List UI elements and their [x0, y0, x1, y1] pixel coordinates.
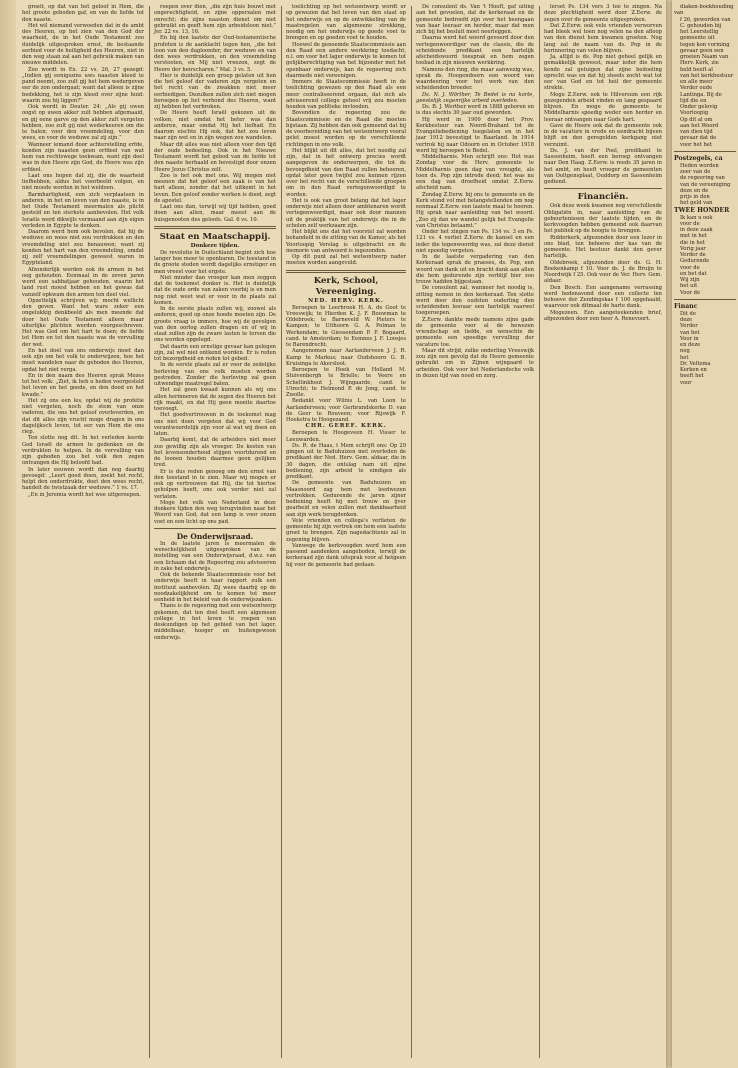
church-notice: Aangenomen naar Aarlanderveen J. J. R. Kamp te Markus; naar Oudshoorn G. B. Kruisinga te Akersloot.: [286, 348, 406, 367]
fragment-line: Heden worden: [680, 162, 719, 169]
fragment-line: gemeente uit: [680, 35, 715, 42]
fragment-line: gevaar geen een: [680, 47, 724, 54]
article-paragraph: Het blijkt uit dit alles, dat het noodig zal zijn, dat in het ontwerp precies wordt aangegeven de onderwerpen, die tot de bevoegdheid van den Raad zullen behooren, opdat later geen twijfel zou kunnen rijzen over het recht van de verschillende groepen om in den Raad vertegenwoordigd te worden.: [286, 147, 406, 198]
article-paragraph: Moge Z.Eerw. ook te Hilversum een rijk gezegenden arbeid vinden en lang gespaard blijven. En moge de gemeente te Middelharnis spoedig weder een herder en leeraar ontvangen naar Gods hart.: [544, 91, 662, 123]
fragment-line: van de vereeniging: [680, 181, 731, 188]
church-notice: Vanwege de kerkvoogden werd hem een passend aandenken aangeboden, terwijl de kerkeraad zijn dank uitsprak voor al hetgeen hij voor de gemeente had gedaan.: [286, 542, 406, 568]
fragment-line: Verder de: [680, 252, 706, 258]
denomination-heading-ned-herv: NED. HERV. KERK.: [308, 297, 384, 304]
finance-notice: Mogezeen. Een aangeteekenden brief, afgezonden door een heer A. Renevoort.: [544, 309, 662, 322]
church-notice: Vele vrienden en collega's verlieten de gemeente bij zijn vertrek om hem een laatste groet te brengen. Zijn nagedachtenis zal in zegening blijven.: [286, 517, 406, 543]
fragment-line: voor de: [680, 264, 700, 271]
fragment-line: Kerken en: [680, 367, 707, 373]
fragment-line: Wij zijn: [680, 277, 700, 283]
article-paragraph: Ja, altijd is ds. Pop niet geheel gelijk en gemakkelijk geweest, maar ieder die hem kende zal getuigen dat zijne bedoeling oprecht was en dat hij steeds zocht wat tot eer van God en tot heil der gemeente strekte.: [544, 54, 662, 92]
fragment-line: Lantinga. Bij de: [680, 91, 722, 98]
column-3: [282, 4, 410, 1060]
fragment-line: en deze: [680, 342, 701, 348]
fragment-line: in deze zaak: [680, 227, 713, 233]
denomination-heading-chr-geref: CHR. GEREF. KERK.: [305, 423, 387, 430]
article-paragraph: Het zij ons een les, opdat wij de profetie niet vergeten, noch de stem van onze vaderen, die ons het geloof overleverden, en dat dit alles zijn vrucht moge dragen in ons dagelijksch leven, tot eer van Hem die ons riep.: [22, 397, 144, 435]
fragment-line: Verder oude: [680, 85, 713, 92]
fragment-line: het Leerstellig: [680, 29, 719, 35]
article-paragraph: De consulent zal, wanneer het noodig is, zitting nemen in den kerkeraad. Ten slotte werd door den oudsten ouderling den scheidenden leeraar een hartelijk vaarwel toegeroepen.: [416, 285, 534, 317]
article-paragraph: De revolutie in Duitschland begint zich hoe langer hoe meer te openbaren. De toestand in de groote steden wordt dagelijks ernstiger en men vreest voor het ergste.: [154, 249, 276, 275]
article-paragraph: Moge het volk van Nederland in deze donkere tijden den weg terugvinden naar het Woord van God, dat een lamp is voor onzen voet en een licht op ons pad.: [154, 499, 276, 525]
column-2: [150, 4, 280, 1060]
article-paragraph: Het is ook van groot belang dat het lager onderwijs niet alleen door ambtenaren wordt vertegenwoordigd, maar ook door mannen uit de praktijk van het onderwijs die in de scholen zelf werkzaam zijn.: [286, 197, 406, 229]
fragment-line: Voor de: [680, 289, 701, 296]
fragment-line: van het kerkbestuur: [680, 72, 734, 79]
article-paragraph: Opzettelijk schrijven wij: mocht wellicht den geven. Want het ware zeker een ongelukkig denkbeeld als men meende dat door het Oude Testament alleen maar uiterlijke plichten werden voorgeschreven. Het was God om het hart te doen; de liefde tot Hem en tot den naaste was de vervulling der wet.: [22, 297, 144, 348]
fragment-line: de regeering van: [680, 175, 725, 182]
fragment-line: en alle meer: [680, 79, 713, 85]
article-paragraph: Maar dit alles was niet alleen voor den tijd der oude bedeeling. Ook in het Nieuwe Testament wordt het gebod van de liefde tot den naaste herhaald en bevestigd door onzen Heere Jezus Christus zelf.: [154, 141, 276, 173]
article-paragraph: Er is dus reden genoeg om den ernst van den toestand in te zien. Maar wij mogen er ook op vertrouwen dat Hij, die tot hiertoe geholpen heeft, ons ook verder niet zal verlaten.: [154, 468, 276, 500]
fragment-line: Herv. Kerk, zie: [680, 60, 719, 67]
article-paragraph: Hij werd in 1909 door het Prov. Kerkbestuur van Noord-Brabant tot de Evangeliebediening toegelaten en in het jaar 1912 bevestigd te Baarland. In 1914 vertrok hij naar Odoorn en in October 1918 werd hij beroepen te Bedel.: [416, 116, 534, 154]
article-paragraph: Thans is de regeering met een wetsontwerp gekomen, dat ten doel heeft een algemeen college in het leven te roepen van deskundigen op het gebied van het lager, middelbaar, hooger en buitengewoon onderwijs.: [154, 603, 276, 641]
fragment-line: C. gehouden bij: [680, 22, 722, 29]
fragment-line: Voor in: [680, 335, 699, 342]
article-paragraph: Daarbij komt, dat de arbeiders niet meer zoo gewillig zijn als vroeger. De kosten van het levensonderhoud stijgen voortdurend en de loonen houden daarmee geen gelijken tred.: [154, 437, 276, 469]
article-paragraph: En bij den laatste der Oud-testamentische profeten is de aanklacht tegen hen, „die het loon van den dagloonder, der weduwe en van den wees verdrukken, en den vreemdeling verstooten, en Mij niet vreezen, zegt de Heere der heirscharen.” Mal. 3 vs. 5.: [154, 35, 276, 73]
fragment-line: groeien Naam van: [680, 54, 729, 60]
article-paragraph: Middelharnis. Men schrijft ons: Het was Zondag voor de Herv. gemeente te Middelharnis geen dag van vreugde, als toen ds. Pop zijn intrede deed; het was nu een dag van droefheid omdat Z.Eerw. afscheid nam.: [416, 154, 534, 192]
article-paragraph: roepen over dien, „die zijn huis bouwt met ongerechtigheid, en zijne opperzalen met onrecht; die zijns naasten dienst om niet gebruikt en geeft hem zijn arbeidsloon niet.” Jer. 22 vs. 13, 16.: [154, 4, 276, 35]
article-paragraph: Bovendien de regeering zou de Staatscommissie en de Raad die moeten bijstaan. Zij hebben dan ook gemeend dat bij de voorbereiding van het wetsontwerp vooral gelet moest worden op de verschillende richtingen in ons volk.: [286, 110, 406, 148]
section-rule: [674, 299, 736, 300]
fragment-line: Dr. Veltema: [680, 360, 711, 367]
fragment-line: aan het Woord: [680, 122, 719, 129]
finance-notice: Ook deze week kwamen nog verschillende Obligatiën in, naar aanleiding van de gebeurtenissen der laatste tijden, en de kerkvoogden hebben gemeend ook daarvan het publiek op de hoogte te brengen.: [544, 203, 662, 235]
article-paragraph: Hoewel de genoemde Staatscommissie aan den Raad een andere werkkring toedacht, n.l. om voor het lager onderwijs te komen tot gelijkberechtiging van het bijzonder met het openbaar onderwijs, kan de regeering zich daarmede niet vereenigen.: [286, 41, 406, 79]
fragment-line: die in het: [680, 239, 705, 246]
article-paragraph: In de laatste jaren is meermalen de wenschelijkheid uitgesproken van de instelling van een Onderwijsraad, d.w.z. van een lichaam dat de Regeering zou adviseeren in zake het onderwijs.: [154, 540, 276, 572]
article-paragraph: In later eeuwen wordt dan nog daarbij gevoegd: „Leert goed doen, zoekt het recht, helpt den onderdrukte, doet den wees recht, handelt de twistzaak der weduwe.” 1 vs. 17.: [22, 466, 144, 492]
article-paragraph: Zondag Z.Eerw. bij ons te gemeente en de Kerk stond vol met belangstellenden om nog eenmaal Z.Eerw. een laatste maal te hooren. Hij sprak naar aanleiding van het woord: „Zoo zij dan uw wandel gelijk het Evangelie van Christus betaamt.”: [416, 191, 534, 229]
column-4: [412, 4, 538, 1060]
article-heading-onderwijsraad: De Onderwijsraad.: [176, 531, 254, 541]
column-1: [18, 4, 148, 1060]
article-paragraph: Ds. B. J. Werther werd in 1888 geboren en is dus slechts 30 jaar oud geworden.: [416, 104, 534, 117]
church-notice: De gemeente van Baduhuizen en Maasnoord zag hem met leedwezen vertrekken. Gedurende de jaren zijner bediening heeft hij met trouw en ijver gearbeid en velen zullen met dankbaarheid aan zijn werk terugdenken.: [286, 480, 406, 518]
adjacent-page-fragment: [672, 0, 738, 1068]
finance-notice: Ridderkerk, afgezonden door een lezer in ons blad, ten behoeve der kas van de gemeente. Het bestuur dankt den gever hartelijk.: [544, 234, 662, 260]
fragment-line: f 26, geworden van: [680, 16, 731, 23]
section-rule: [674, 151, 736, 152]
article-paragraph: Daarom werd hem ook bevolen, dat hij de weduwe en wees niet zou verdrukken en den vreemdeling niet zou benauwen; want zij kenden het hart van den vreemdeling, omdat zij zelf vreemdelingen geweest waren in Egypteland.: [22, 229, 144, 267]
fragment-line: zeer van de: [680, 169, 711, 175]
article-paragraph: De Heere heeft Israël gekozen uit de volken, niet omdat het beter was dan anderen, maar omdat Hij het liefhad. En daarom eischte Hij ook, dat het zou leven naar zijn wet en in zijn wegen zou wandelen.: [154, 110, 276, 142]
article-paragraph: Zoo wordt in Ex. 22 vs. 26, 27 gezegd: „Indien gij eenigszins uws naasten kleed te pand neemt, zoo zult gij het hem wedergeven eer de zon ondergaat; want dat alleen is zijne bedekking, het is zijn kleed over zijne huid: waarin zou hij liggen?”: [22, 66, 144, 104]
fragment-line: van het: [680, 329, 700, 336]
finance-notice: Den Bosch. Een aangename verrassing werd hedenavond door een collecte ten behoeve der Zendingskas f 100 opgehaald, waarvoor ook ditmaal de harte dank.: [544, 284, 662, 310]
article-paragraph: Barmhartigheid, een zich verplaatsen in anderen, in het en leven van den naaste, is in het Oude Testament meermalen als plicht gesteld en ten sterkste aanbevolen. Het volk Israëls werd dikwijls vermaand aan zijn eigen verleden in Egypte te denken.: [22, 191, 144, 229]
fragment-line: held heeft al: [680, 66, 713, 73]
fragment-heading-twee-honderd: TWEE HONDER: [674, 206, 730, 214]
article-paragraph: Gave de Heere ook dat de gemeente ook in de vacature in vrede en eendracht bijeen blijft en den geregelden kerkgang niet verzuimt.: [544, 122, 662, 148]
article-paragraph: En het doel van ons onderwijs moet dan ook zijn om het volk te onderwijzen, hoe het moet wandelen naar de geboden des Heeren, opdat het niet verga.: [22, 347, 144, 373]
fragment-line: deze: [680, 317, 693, 323]
article-paragraph: Ds. J. van der Poel, predikant te Sassenheim, heeft een beroep ontvangen naar Den Haag. Z.Eerw. is reeds 35 jaren in het ambt, en heeft vroeger de gemeenten van Ooltgensplaat, Ouddorp en Sassenheim gediend.: [544, 147, 662, 185]
article-paragraph: Ten slotte nog dit. In het verleden leerde God Israël de armen te gedenken en de verdrukten te helpen. In de vervulling van zijn geboden zou het volk den zegen ontvangen die Hij beloofd had.: [22, 435, 144, 467]
church-notice: Beroepen te Leerbroek H. A. de Goot te Vreeswijk; te Hierden K. J. F. Bouwman te Oldebroek; te Barneveld W. Pieters te Kampen; te Uithoorn G. A. Polman te Werkendam; te Giessendam P. F. Bogaard, cand. te Amsterdam; te Eemnes J. F. Loosjes te Barendrecht.: [286, 304, 406, 348]
article-paragraph: Immers de Staatscommissie heeft in de toelichting gewezen op den Raad als een meer centraliseerend orgaan, dat zich als adviseerend college geheel vrij zou moeten houden van politieke invloeden.: [286, 79, 406, 110]
fragment-line: Dit de: [680, 310, 696, 317]
article-paragraph: Laat ons dan, terwijl wij tijd hebben, goed doen aan allen, maar meest aan de huisgenooten des geloofs. Gal. 6 vs. 10.: [154, 204, 276, 223]
newspaper-page: [16, 0, 666, 1068]
fragment-line: tegen kon vorming: [680, 41, 730, 48]
article-paragraph: In de eerste plaats zal er voor de zedelijke herleving van ons volk moeten worden gestreden. Zonder die herleving zal geen uitwendige maatregel baten.: [154, 362, 276, 387]
fragment-line: diaken-boekhouding van: [674, 4, 734, 17]
section-rule: [154, 226, 276, 229]
fragment-line: van dien tijd: [680, 129, 713, 135]
article-paragraph: Laat ons hopen dat zij, die de waarheid liefhebben, aldus het voorbeeld volgen, en niet moede worden in het weldoen.: [22, 172, 144, 192]
article-paragraph: Zoo is het ook met ons. Wij mogen niet meenen dat het geloof een zaak is van het hart alleen, zonder dat het uitkomt in het leven. Een geloof zonder werken is dood, zegt de apostel.: [154, 172, 276, 204]
fragment-heading-postzegels: Postzegels, ca: [674, 154, 723, 162]
fragment-line: Vorig jaar: [680, 245, 706, 252]
fragment-line: het geld van: [680, 200, 713, 207]
fragment-line: Gedurende: [680, 258, 710, 265]
article-paragraph: Wanneer iemand door achterstelling erfde, kenden zijn naasten geen erfdeel van wat hem van rechtswege toekwam, want zijn deel was in den Heere zijn God, de Heere was zijn erfdeel.: [22, 141, 144, 173]
section-rule: [286, 270, 406, 273]
page-gutter: [0, 0, 16, 1068]
fragment-line: voor de: [680, 220, 700, 227]
article-paragraph: Ook wordt in Deuter. 24: „Als gij uwen oogst op uwen akker zult hebben afgemaaid, en gij eene garve op den akker zult vergeten hebben, zoo zult gij niet wederkeeren om die te halen; voor den vreemdeling, voor den wees, en voor de weduwe zal zij zijn.”: [22, 104, 144, 142]
fragment-line: Voorloopig: [680, 110, 709, 117]
article-paragraph: In de laatste vergadering van den Kerkeraad sprak de praeses, ds. Pop, een woord van dank uit en bracht dank aan allen die hem gedurende zijn verblijf hier zoo trouw hadden bijgestaan.: [416, 254, 534, 285]
article-paragraph: „En in Jeremia wordt het wee uitgeroepen.: [28, 491, 142, 498]
article-paragraph: Het goedvertrouwen in de toekomst mag ons niet doen vergeten dat wij voor God verantwoordelijk zijn voor al wat wij doen en laten.: [154, 412, 276, 437]
church-notice: Beroepen te Hoek van Holland M. Stuivenbergh te Brielle; te Veere en Schellinkhout J. Wijngaarde, cand. te Utrecht; te Helmond P. de Jong, cand. te Zwolle.: [286, 367, 406, 398]
article-paragraph: toelichting op het wetsontwerp wordt er op gewezen dat het leven van den staat op het onderwijs en op de ontwikkeling van de maatregelen van algemeene strekking, noodig om het onderwijs op goede voet te brengen en op goeden voet te houden.: [286, 4, 406, 42]
church-notice: Bedankt voor Wilnis L. van Loon te Aarlanderveen; voor Gerbrandskerke D. van de Geer te Rouveen; voor Rijswijk F. Hoekstra te Hoogezand.: [286, 398, 406, 423]
fragment-line: Ik kan u ook: [680, 214, 713, 221]
section-heading-financien: Financiën.: [577, 192, 629, 203]
article-paragraph: De consulent ds. Van 't Hooft, gaf uiting aan het gevoelen, dat de kerkeraad en de gemeente bedroefd zijn over het heengaan van haar leeraar en herder, maar dat men zich bij het besluit moet neerleggen.: [416, 4, 534, 35]
article-paragraph: In de eerste plaats zullen wij, zoowel als anderen, goed op onze hoede moeten zijn. De groote vraag is immers, hoe wij de gevolgen van den oorlog zullen dragen en of wij in staat zullen zijn de zware lasten te torsen die ons worden opgelegd.: [154, 306, 276, 344]
article-paragraph: lerset Ps. 134 vers 3 toe te zingen. Na deze plechtigheid werd door Z.Eerw. de zegen over de gemeente uitgesproken.: [544, 4, 662, 23]
column-5: [540, 4, 666, 1060]
article-rule: [154, 528, 276, 529]
fragment-line: deze en de: [680, 187, 709, 194]
article-paragraph: Niet minder dan vroeger kan men zeggen dat de toekomst donker is. Het is duidelijk dat de oude orde van zaken voorbij is en men nog niet weet wat er voor in de plaats zal komen.: [154, 274, 276, 306]
fragment-line: voor: [680, 379, 692, 386]
article-paragraph: groeit, op dat van het geloof in Hem, die het groote geboden gaf, en van de liefde tot den naaste.: [22, 4, 144, 23]
fragment-line: het: [680, 354, 689, 361]
church-notice: Ds. R. de Haas, t Mem schrijft ons: Op 29 gingen uit te Baduhuizen met overleden de predikant der Ned. Herv. Gem. aldaar, die in 30 dagen, die ontslag nam uit zijne bediening, zijn arbeid te eindigen als predikant.: [286, 442, 406, 480]
article-paragraph: Hier is duidelijk een groep gelaten uit hen die het geloof der vaderen zijn vergeten en het recht van de zwakken niet meer eerbiedigen. Dezulken zullen zich niet mogen beroepen op het verbond des Heeren, want zij hebben het verbroken.: [154, 72, 276, 110]
article-paragraph: Z.Eerw. dankte mede namens zijne gade de gemeente voor al de bewezen vriendschap en liefde, en wenschte de gemeente een spoedige vervulling der vacature toe.: [416, 316, 534, 348]
article-paragraph: Namens den ring, die maar aanwezig was, sprak ds. Hoogendoorn een woord van waardeering voor het werk van den scheidenden broeder.: [416, 66, 534, 92]
article-paragraph: Dat Z.Eerw. ook vele vrienden verworven had bleek wel toen nog velen na den afloop van den dienst hem kwamen groeten. Nog lang zal de naam van ds. Pop in de herinnering van velen blijven.: [544, 22, 662, 54]
section-rule: [544, 188, 662, 189]
fragment-line: Verder: [680, 323, 698, 330]
article-paragraph: Het zal geen kwaad kunnen als wij ons allen herinneren dat de zegen des Heeren het rijk maakt, en dat Hij geen moeite daartoe toevoegt.: [154, 387, 276, 412]
article-paragraph: Afzonderlijk werden ook de armen in het oog gehouden. Eenmaal in de zeven jaren werd een sabbatjaar gehouden, waarin het land rust moest hebben en het gewas dat vanzelf opkwam den armen ten deel viel.: [22, 266, 144, 298]
article-paragraph: Daarna werd het woord gevoerd door den vertegenwoordiger van de classis, die de scheidende predikant een hartelijk afscheidswoord toesprak en hem zegen toebad in zijn nieuwen werkkring.: [416, 35, 534, 67]
article-paragraph: Maar dit strijd, zulke onderling Vreeswijk zou zijn een gevolg dat de Heere gemeente gebruikt om in Zijnen wijngaard te arbeiden. Ook voor het Nederlandsche volk in dezen tijd van nood en zorg.: [416, 347, 534, 379]
fragment-line: tijd die en: [680, 97, 707, 104]
fragment-line: heeft het: [680, 373, 704, 380]
fragment-line: Op dit al om: [680, 116, 713, 123]
fragment-line: met in het: [680, 233, 707, 240]
article-paragraph: Dat daarin een ernstige gevaar kan gelegen zijn, zal wel niet ontkend worden. Er is reden tot bezorgdheid en reden tot gebed.: [154, 343, 276, 362]
article-paragraph: Op dit punt zal het wetsontwerp nader moeten worden aangevuld.: [286, 254, 406, 267]
fragment-line: het uit: [680, 283, 698, 290]
fragment-heading-financ: Financ: [674, 302, 698, 310]
article-paragraph: En in den naam des Heeren sprak Mozes tot het volk: „Ziet, ik heb u heden voorgesteld het leven en het goede, en den dood en het kwade.”: [22, 372, 144, 398]
fragment-line: gevaar dat de: [680, 135, 717, 142]
fragment-line: en het dat: [680, 270, 707, 277]
fragment-line: Onder gelovig: [680, 104, 718, 110]
obituary-note: Ds. N. J. Wörther, Te Bedel is na korte, geestelijk zegenrijke arbeid overleden.: [416, 91, 534, 104]
church-notice: Beroepen te Hoogeveen H. Visser te Leeuwarden.: [286, 430, 406, 443]
fragment-line: prijs in den: [680, 194, 710, 200]
fragment-column: [672, 4, 738, 1060]
section-heading-kerk-school: Kerk, School, Vereeniging.: [313, 275, 379, 297]
article-paragraph: Het wil niemand verwoeden dat in de ambt des Heeren, op het zien van den God der waarheid, de in het Oude Testament zoo duidelijk uitgesproken ernst, de bestaande eerbied voor de heiligheid des Heeren, niet in den weg staan zal aan het gebruik maken van nieuwe middelen.: [22, 22, 144, 67]
fragment-line: voor het het: [680, 141, 712, 148]
article-heading-donkere-tijden: Donkere tijden.: [190, 242, 240, 249]
article-paragraph: Ook de bekende Staatscommissie voor het onderwijs heeft in haar rapport zulk een instituut aanbevolen. Zij wees daarbij op de noodzakelijkheid om te komen tot meer eenheid in het beleid van de onderwijszaken.: [154, 572, 276, 603]
fragment-line: nog: [680, 348, 690, 355]
finance-notice: Oldebroek, afgezonden door ds. G. H. Boekenkamp f 10. Voor ds. J. de Bruijn te Noordwijk f 25. Ook voor de Ver. Herv. Gem. aldaar.: [544, 259, 662, 285]
section-heading-staat: Staat en Maatschappij.: [159, 231, 271, 242]
article-paragraph: Het blijkt ons dat het voorstel zal worden behandeld in de zitting van de Kamer, als het Voorloopig Verslag is uitgebracht en de memorie van antwoord is ingezonden.: [286, 229, 406, 254]
article-paragraph: Onder het zingen van Ps. 134 vs. 3 en Ps. 121 vs. 4 verliet Z.Eerw. de kansel en een ieder die tegenwoordig was, zal deze dienst niet spoedig vergeten.: [416, 229, 534, 254]
